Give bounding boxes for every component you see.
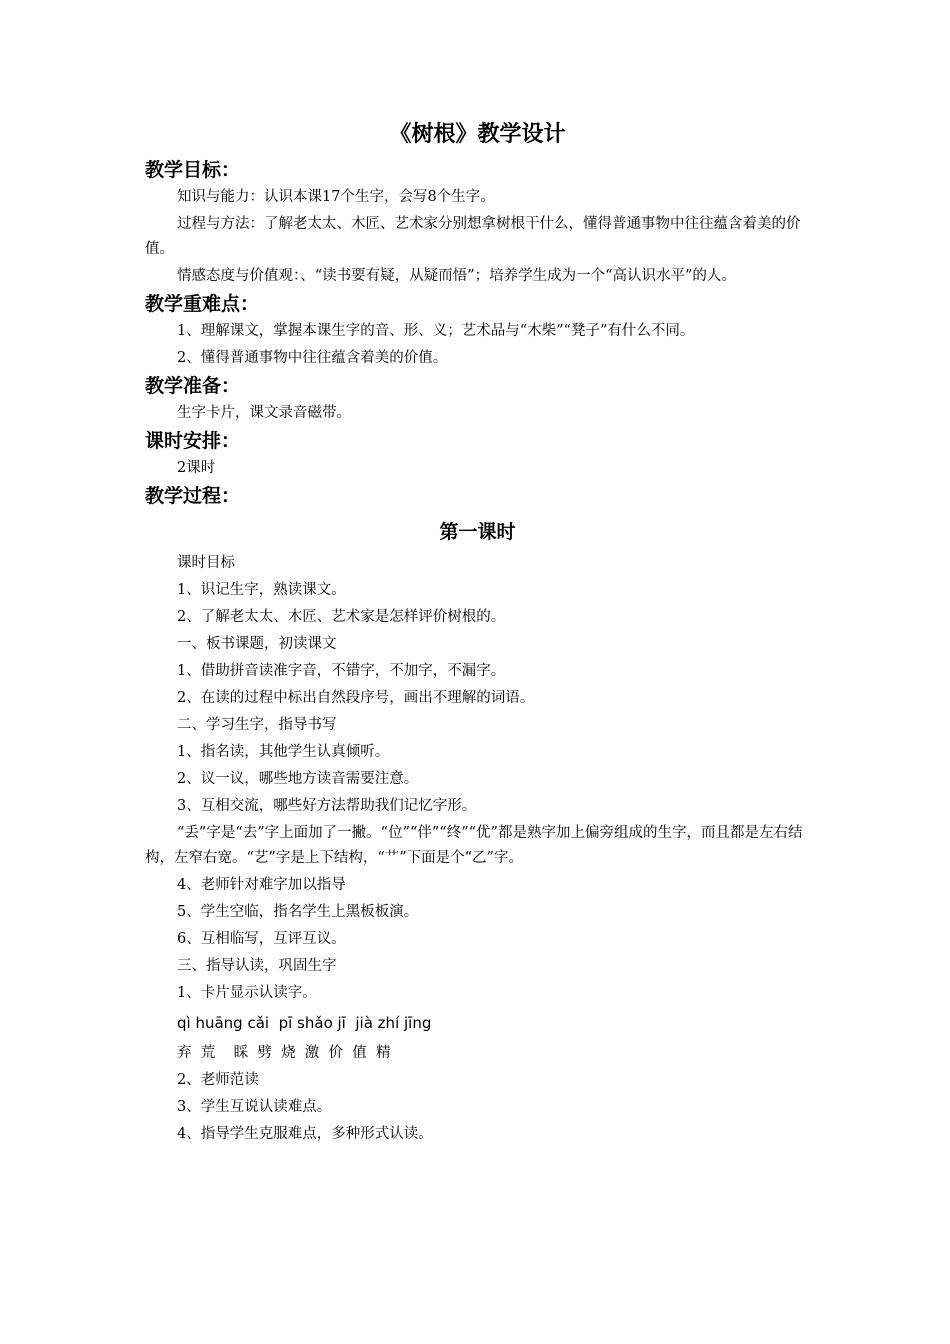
schedule-line: 2课时 bbox=[177, 460, 216, 476]
lesson-line: 2、老师范读 bbox=[177, 1072, 259, 1088]
keypoints-heading: 教学重难点： bbox=[145, 293, 260, 315]
pinyin-line: qì huāng cǎi pī shǎo jī jià zhí jīng bbox=[177, 1014, 432, 1032]
lesson-line: 3、学生互说认读难点。 bbox=[177, 1099, 332, 1115]
objective-line: 情感态度与价值观：、“读书要有疑，从疑而悟”；培养学生成为一个“高认识水平”的人。 bbox=[177, 268, 736, 284]
lesson-line: 2、议一议，哪些地方读音需要注意。 bbox=[177, 771, 419, 787]
lesson-line: 6、互相临写，互评互议。 bbox=[177, 931, 346, 947]
characters-line: 弃 荒 睬 劈 烧 激 价 值 精 bbox=[177, 1045, 391, 1061]
lesson-line: 一、板书课题，初读课文 bbox=[177, 636, 337, 652]
prep-heading: 教学准备： bbox=[145, 375, 241, 397]
lesson-line: 三、指导认读，巩固生字 bbox=[177, 958, 337, 974]
objective-line: 过程与方法：了解老太太、木匠、艺术家分别想拿树根干什么，懂得普通事物中往往蕴含着美的价值。 bbox=[145, 216, 801, 257]
lesson-line: 2、在读的过程中标出自然段序号，画出不理解的词语。 bbox=[177, 690, 535, 706]
lesson-line: 4、老师针对难字加以指导 bbox=[177, 877, 346, 893]
lesson-line: 课时目标 bbox=[177, 555, 235, 571]
keypoint-line: 1、理解课文，掌握本课生字的音、形、义；艺术品与“木柴”“凳子”有什么不同。 bbox=[177, 323, 695, 339]
process-heading: 教学过程： bbox=[145, 485, 241, 507]
schedule-heading: 课时安排： bbox=[145, 430, 241, 452]
lesson-line: 4、指导学生克服难点，多种形式认读。 bbox=[177, 1126, 433, 1142]
lesson-line: 二、学习生字，指导书写 bbox=[177, 717, 337, 733]
character-explanation: “丢”字是“去”字上面加了一撇。“位”“伴”“终”“优”都是熟字加上偏旁组成的生字，而且都是左右结构，左窄右宽。“艺”字是上下结构，“艹”下面是个“乙”字。 bbox=[145, 825, 803, 866]
objective-line: 知识与能力：认识本课17个生字，会写8个生字。 bbox=[177, 189, 495, 205]
lesson-line: 5、学生空临，指名学生上黑板板演。 bbox=[177, 904, 419, 920]
prep-line: 生字卡片，课文录音磁带。 bbox=[177, 405, 351, 421]
lesson-line: 1、指名读，其他学生认真倾听。 bbox=[177, 744, 390, 760]
lesson-line: 1、识记生字，熟读课文。 bbox=[177, 582, 346, 598]
document-title: 《树根》教学设计 bbox=[389, 122, 566, 147]
lesson-line: 2、了解老太太、木匠、艺术家是怎样评价树根的。 bbox=[177, 609, 506, 625]
keypoint-line: 2、懂得普通事物中往往蕴含着美的价值。 bbox=[177, 350, 448, 366]
lesson-line: 1、借助拼音读准字音，不错字，不加字，不漏字。 bbox=[177, 663, 506, 679]
lesson-line: 1、卡片显示认读字。 bbox=[177, 985, 317, 1001]
lesson-line: 3、互相交流，哪些好方法帮助我们记忆字形。 bbox=[177, 798, 477, 814]
document-page bbox=[145, 118, 810, 1148]
lesson1-heading: 第一课时 bbox=[439, 521, 516, 543]
objectives-heading: 教学目标： bbox=[145, 159, 241, 181]
